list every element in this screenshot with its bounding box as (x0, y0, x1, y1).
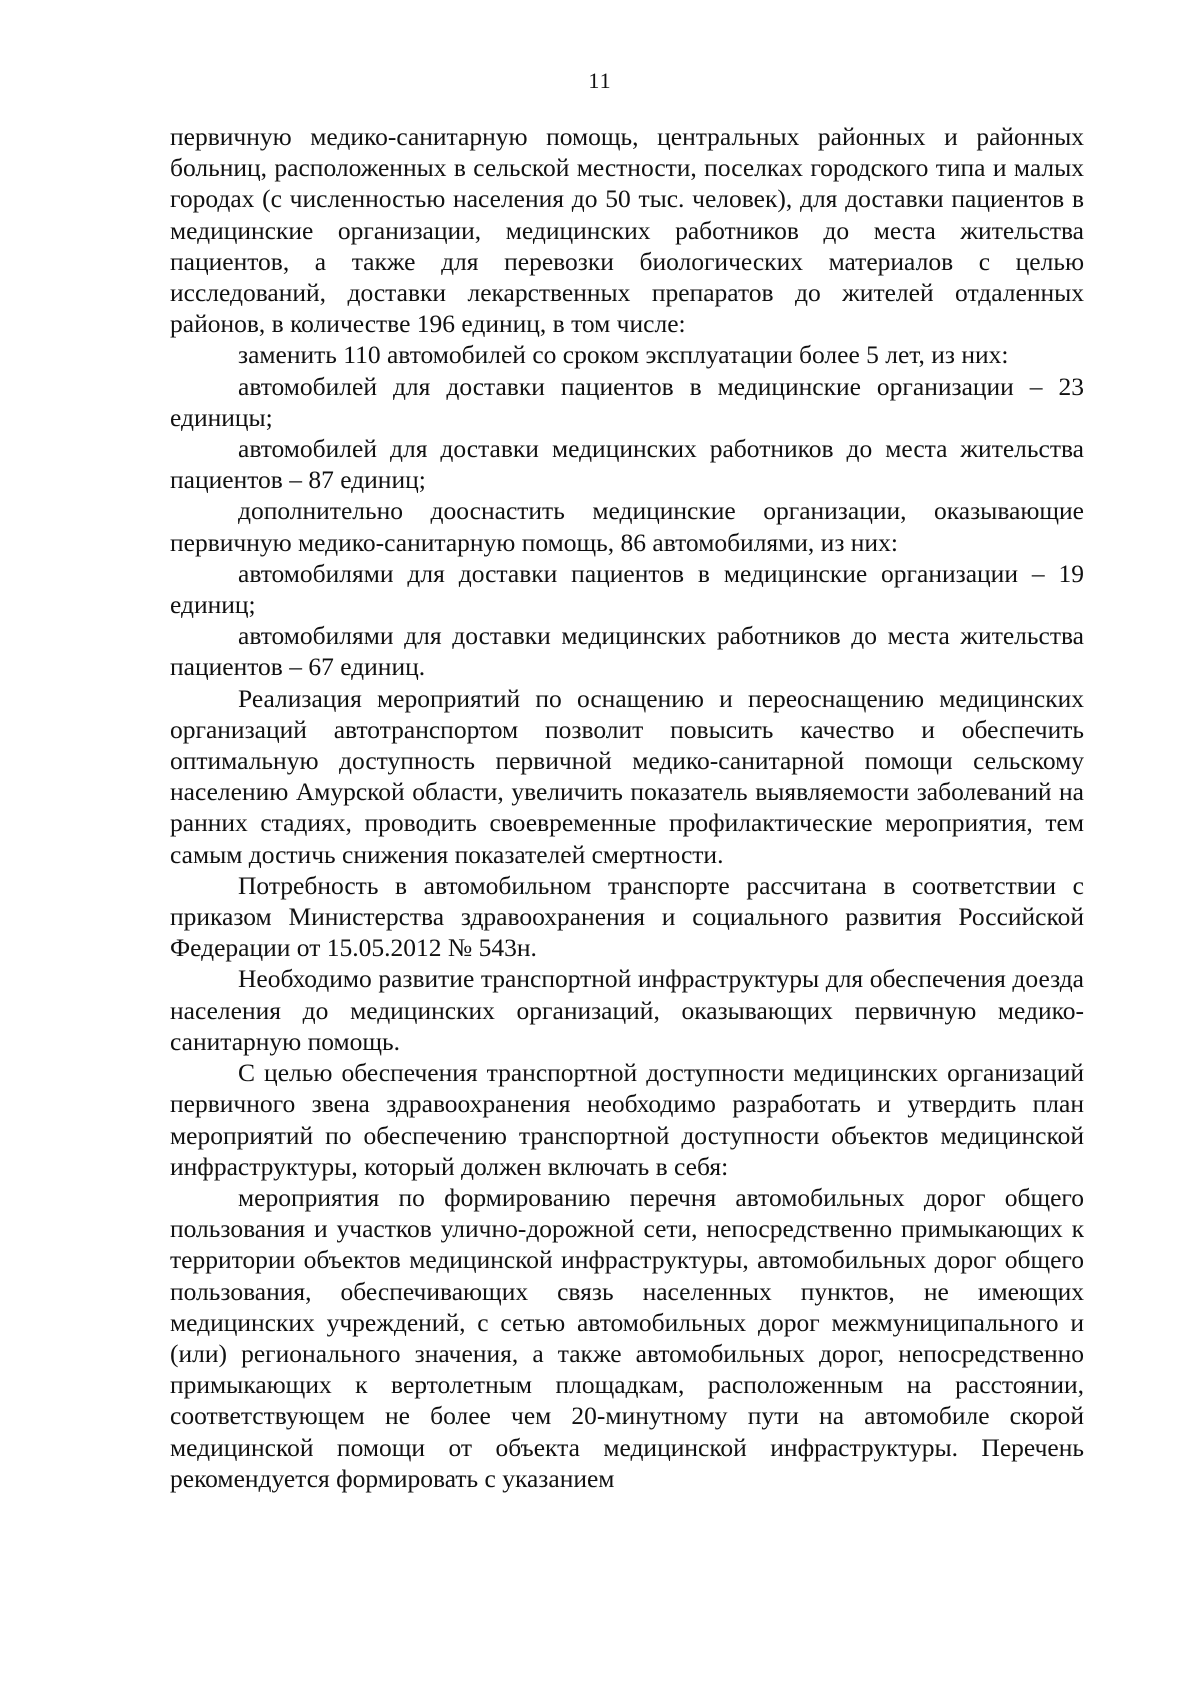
paragraph-replace-110: заменить 110 автомобилей со сроком эксплуатации более 5 лет, из них: (238, 340, 1009, 370)
paragraph-accessibility-plan: С целью обеспечения транспортной доступности медицинских организаций первичного звена здравоохранения необходимо разработать и утвердить план мероприятий по обеспечению транспортной доступности объектов медицинской инфраструктуры, который должен включать в себя: (170, 1058, 1084, 1181)
paragraph-infrastructure-development: Необходимо развитие транспортной инфраструктуры для обеспечения доезда населения до медицинских организаций, оказывающих первичную медико-санитарную помощь. (170, 964, 1084, 1056)
paragraph-transport-need: Потребность в автомобильном транспорте рассчитана в соответствии с приказом Министерства здравоохранения и социального развития Российской Федерации от 15.05.2012 № 543н. (170, 870, 1084, 963)
page-number: 11 (588, 68, 612, 93)
paragraph-replace-patients-23: автомобилей для доставки пациентов в медицинские организации – 23 единицы; (170, 371, 1084, 432)
paragraph-replace-workers-87: автомобилей для доставки медицинских работников до места жительства пациентов – 87 единиц; (170, 434, 1084, 495)
paragraph-implementation-results: Реализация мероприятий по оснащению и переоснащению медицинских организаций автотранспортом позволит повысить качество и обеспечить оптимальную доступность первичной медико-санитарной помощи сельскому населению Амурской области, увеличить показатель выявляемости заболеваний на ранних стадиях, проводить своевременные профилактические мероприятия, тем самым достичь снижения показателей смертности. (170, 683, 1084, 869)
paragraph-vehicles-purpose: первичную медико-санитарную помощь, центральных районных и районных больниц, расположенных в сельской местности, поселках городского типа и малых городах (с численностью населения до 50 тыс. человек), для доставки пациентов в медицинские организации, медицинских работников до места жительства пациентов, а также для перевозки биологических материалов с целью исследований, доставки лекарственных препаратов до жителей отдаленных районов, в количестве 196 единиц, в том числе: (170, 122, 1084, 339)
paragraph-additional-workers-67: автомобилями для доставки медицинских работников до места жительства пациентов – 67 единиц. (170, 621, 1084, 682)
document-body (170, 121, 1084, 1494)
paragraph-road-list: мероприятия по формированию перечня автомобильных дорог общего пользования и участков улично-дорожной сети, непосредственно примыкающих к территории объектов медицинской инфраструктуры, автомобильных дорог общего пользования, обеспечивающих связь населенных пунктов, не имеющих медицинских учреждений, с сетью автомобильных дорог межмуниципального и (или) регионального значения, а также автомобильных дорог, непосредственно примыкающих к вертолетным площадкам, расположенным на расстоянии, соответствующем не более чем 20-минутному пути на автомобиле скорой медицинской помощи от объекта медицинской инфраструктуры. Перечень рекомендуется формировать с указанием (170, 1182, 1084, 1493)
paragraph-additional-patients-19: автомобилями для доставки пациентов в медицинские организации – 19 единиц; (170, 558, 1084, 620)
paragraph-additional-86: дополнительно дооснастить медицинские организации, оказывающие первичную медико-санитарную помощь, 86 автомобилями, из них: (170, 496, 1084, 557)
